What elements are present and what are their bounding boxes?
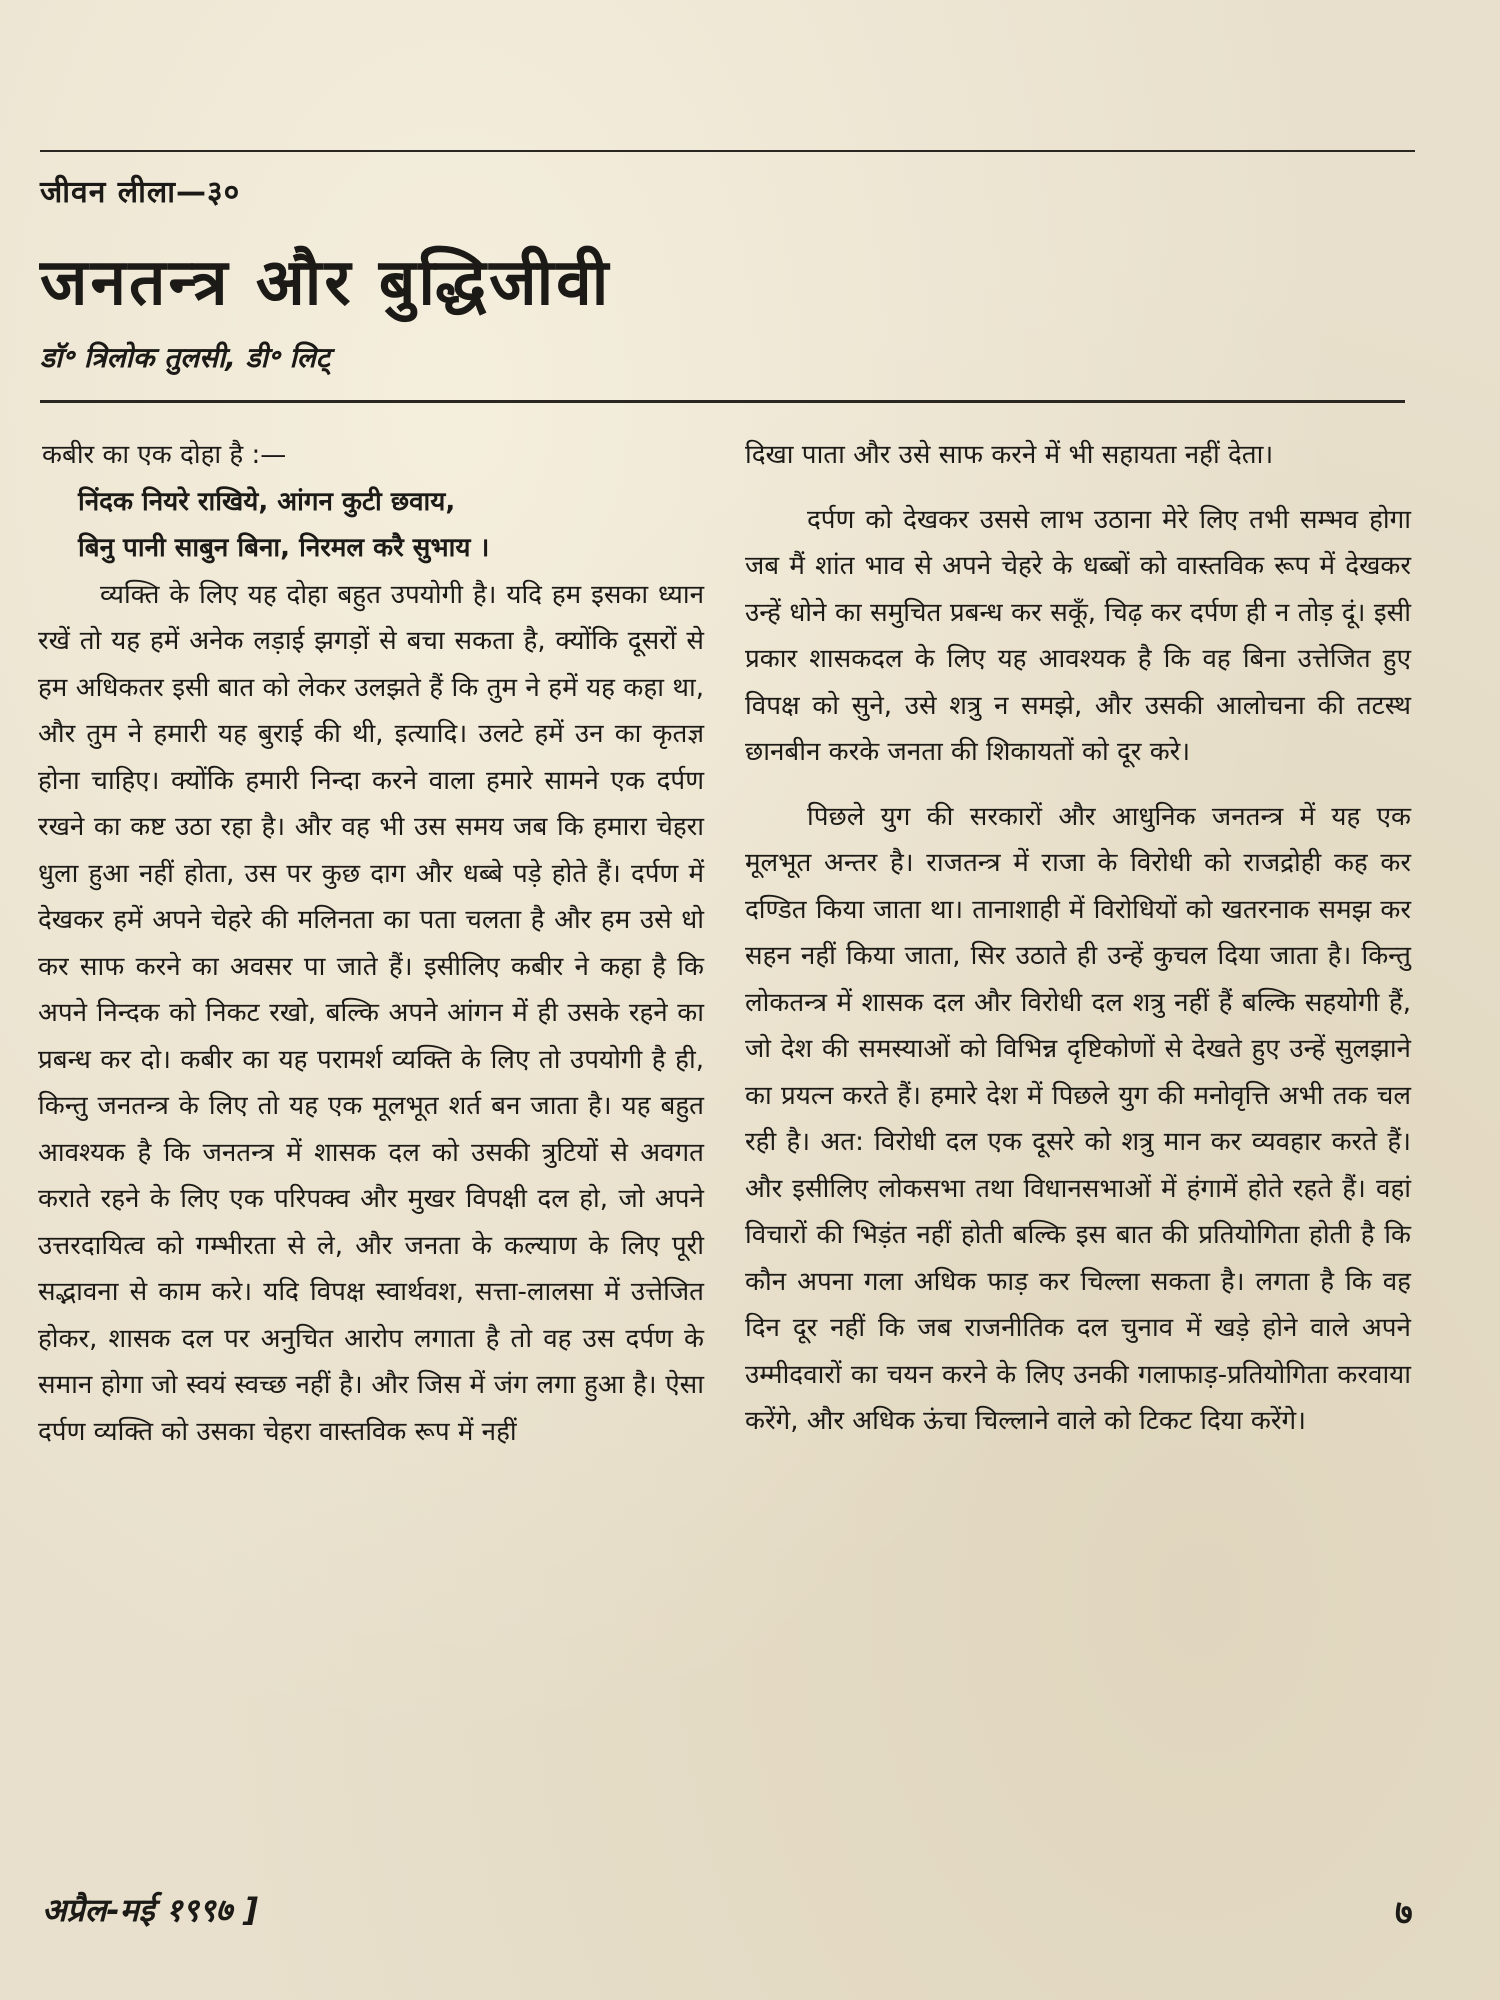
- issue-date: अप्रैल-मई १९९७ ]: [42, 1891, 258, 1929]
- couplet-line-1: निंदक नियरे राखिये, आंगन कुटी छवाय,: [78, 486, 456, 517]
- continuation-text: दिखा पाता और उसे साफ करने में भी सहायता नहीं देता।: [745, 440, 1274, 470]
- header-rule: [40, 400, 1405, 403]
- author-byline: डॉ॰ त्रिलोक तुलसी, डी॰ लिट्: [40, 341, 330, 374]
- paragraph-1: व्यक्ति के लिए यह दोहा बहुत उपयोगी है। यदि हम इसका ध्यान रखें तो यह हमें अनेक लड़ाई झगड़ों से बचा सकता है, क्योंकि दूसरों से हम अधिकतर इसी बात को लेकर उलझते हैं कि तुम ने हमें यह कहा था, और तुम ने हमारी यह बुराई की थी, इत्यादि। उलटे हमें उन का कृतज्ञ होना चाहिए। क्योंकि हमारी निन्दा करने वाला हमारे सामने एक दर्पण रखने का कष्ट उठा रहा है। और वह भी उस समय जब कि हमारा चेहरा धुला हुआ नहीं होता, उस पर कुछ दाग और धब्बे पड़े होते हैं। दर्पण में देखकर हमें अपने चेहरे की मलिनता का पता चलता है और हम उसे धो कर साफ करने का अवसर पा जाते हैं। इसीलिए कबीर ने कहा है कि अपने निन्दक को निकट रखो, बल्कि अपने आंगन में ही उसके रहने का प्रबन्ध कर दो। कबीर का यह परामर्श व्यक्ति के लिए तो उपयोगी है ही, किन्तु जनतन्त्र के लिए तो यह एक मूलभूत शर्त बन जाता है। यह बहुत आवश्यक है कि जनतन्त्र में शासक दल को उसकी त्रुटियों से अवगत कराते रहने के लिए एक परिपक्व और मुखर विपक्षी दल हो, जो अपने उत्तरदायित्व को गम्भीरता से ले, और जनता के कल्याण के लिए पूरी सद्भावना से काम करे। यदि विपक्ष स्वार्थवश, सत्ता-लालसा में उत्तेजित होकर, शासक दल पर अनुचित आरोप लगाता है तो वह उस दर्पण के समान होगा जो स्वयं स्वच्छ नहीं है। और जिस में जंग लगा हुआ है। ऐसा दर्पण व्यक्ति को उसका चेहरा वास्तविक रूप में नहीं: [38, 579, 704, 1447]
- intro-line: कबीर का एक दोहा है :—: [42, 440, 287, 470]
- page-number: ७: [1395, 1893, 1413, 1933]
- right-column: [745, 432, 1411, 1445]
- left-column: [38, 432, 704, 1455]
- paragraph-gap: [745, 776, 1411, 794]
- top-rule: [40, 150, 1415, 152]
- series-label: जीवन लीला—३०: [40, 175, 241, 210]
- paragraph-gap: [745, 479, 1411, 497]
- paragraph-2: दर्पण को देखकर उससे लाभ उठाना मेरे लिए तभी सम्भव होगा जब मैं शांत भाव से अपने चेहरे के धब्बों को वास्तविक रूप में देखकर उन्हें धोने का समुचित प्रबन्ध कर सकूँ, चिढ़ कर दर्पण ही न तोड़ दूं। इसी प्रकार शासकदल के लिए यह आवश्यक है कि वह बिना उत्तेजित हुए विपक्ष को सुने, उसे शत्रु न समझे, और उसकी आलोचना की तटस्थ छानबीन करके जनता की शिकायतों को दूर करे।: [745, 504, 1411, 767]
- couplet-line-2: बिनु पानी साबुन बिना, निरमल करै सुभाय ।: [78, 533, 490, 563]
- article-title: जनतन्त्र और बुद्धिजीवी: [40, 246, 612, 320]
- paragraph-3: पिछले युग की सरकारों और आधुनिक जनतन्त्र में यह एक मूलभूत अन्तर है। राजतन्त्र में राजा के विरोधी को राजद्रोही कह कर दण्डित किया जाता था। तानाशाही में विरोधियों को खतरनाक समझ कर सहन नहीं किया जाता, सिर उठाते ही उन्हें कुचल दिया जाता है। किन्तु लोकतन्त्र में शासक दल और विरोधी दल शत्रु नहीं हैं बल्कि सहयोगी हैं, जो देश की समस्याओं को विभिन्न दृष्टिकोणों से देखते हुए उन्हें सुलझाने का प्रयत्न करते हैं। हमारे देश में पिछले युग की मनोवृत्ति अभी तक चल रही है। अत: विरोधी दल एक दूसरे को शत्रु मान कर व्यवहार करते हैं। और इसीलिए लोकसभा तथा विधानसभाओं में हंगामें होते रहते हैं। वहां विचारों की भिड़ंत नहीं होती बल्कि इस बात की प्रतियोगिता होती है कि कौन अपना गला अधिक फाड़ कर चिल्ला सकता है। लगता है कि वह दिन दूर नहीं कि जब राजनीतिक दल चुनाव में खड़े होने वाले अपने उम्मीदवारों का चयन करने के लिए उनकी गलाफाड़-प्रतियोगिता करवाया करेंगे, और अधिक ऊंचा चिल्लाने वाले को टिकट दिया करेंगे।: [745, 801, 1411, 1436]
